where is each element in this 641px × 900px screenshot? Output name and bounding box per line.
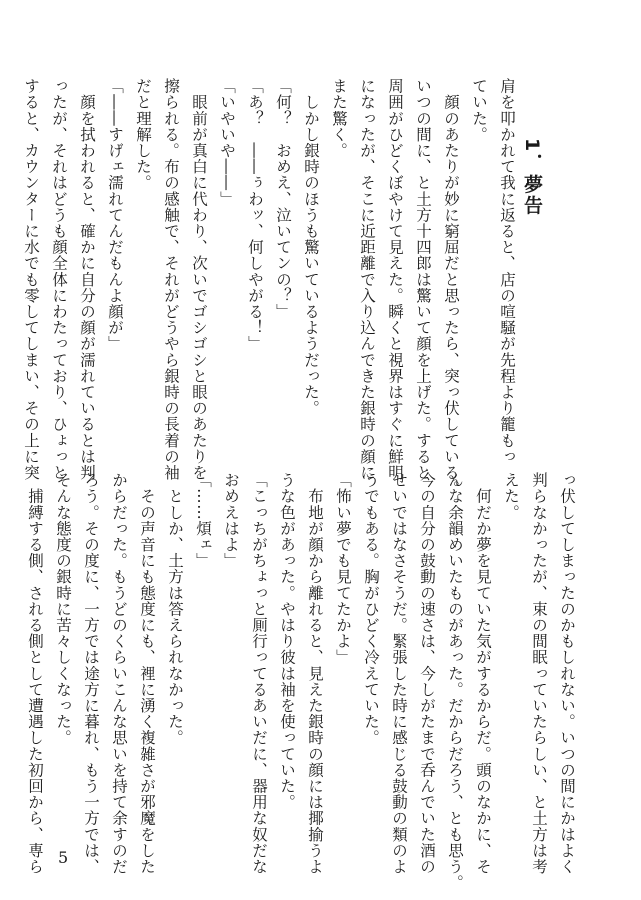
text-line: になったが、そこに近距離で入り込んできた銀時の顔に — [358, 78, 376, 481]
text-block-top — [22, 78, 521, 497]
text-line: えた。 — [502, 472, 520, 521]
text-line: としか、土方は答えられなかった。 — [166, 472, 184, 746]
text-line: 肩を叩かれて我に返ると、店の喧騒が先程より籠もっ — [498, 78, 516, 465]
text-line: 今の自分の鼓動の速さは、今しがたまで呑んでいた酒の — [418, 472, 436, 875]
text-line: ろう。その度に、一方では途方に暮れ、もう一方では、 — [82, 472, 100, 875]
text-line: 顔のあたりが妙に窮屈だと思ったら、突っ伏している。 — [442, 78, 460, 497]
text-line: 何だか夢を見ていた気がするからだ。頭のなかに、そ — [474, 472, 492, 875]
text-line: んな余韻めいたものがあった。だからだろう、とも思う。 — [446, 472, 464, 891]
text-line: 「怖い夢でも見てたかよ」 — [334, 472, 352, 666]
text-line: 布地が顔から離れると、見えた銀時の顔には揶揄うよ — [306, 472, 324, 875]
text-line: 「こっちがちょっと厠行ってるあいだに、器用な奴だな — [250, 472, 268, 875]
text-line: いつの間に、と土方十四郎は驚いて顔を上げた。すると — [414, 78, 432, 481]
text-line: 擦られる。布の感触で、それがどうやら銀時の長着の袖 — [162, 78, 180, 481]
text-line: 周囲がひどくぼやけて見えた。瞬くと視界はすぐに鮮明 — [386, 78, 404, 481]
page-number: 5 — [58, 848, 69, 867]
text-line: 「何？ おめえ、泣いてンの？」 — [274, 78, 292, 320]
chapter-title: 1．夢告 — [521, 138, 543, 217]
text-line: せいではなさそうだ。緊張した時に感じる鼓動の類のよ — [390, 472, 408, 875]
text-line: ったが、それはどうも顔全体にわたっており、ひょっと — [50, 78, 68, 481]
text-line: うでもある。胸がひどく冷えていた。 — [362, 472, 380, 746]
text-line: すると、カウンターに水でも零してしまい、その上に突 — [22, 78, 40, 481]
text-line: そんな態度の銀時に苦々しくなった。 — [54, 472, 72, 746]
text-line: その声音にも態度にも、裡に湧く複雑さが邪魔をした — [138, 472, 156, 875]
text-line: うな色があった。やはり彼は袖を使っていた。 — [278, 472, 296, 811]
text-line: 「いやいや――」 — [218, 78, 236, 207]
text-line: 「――すげェ濡れてんだもんよ顔が」 — [106, 78, 124, 352]
text-line: 顔を拭われると、確かに自分の顔が濡れているとは判 — [78, 78, 96, 481]
text-line: っ伏してしまったのかもしれない。いつの間にかはよく — [558, 472, 576, 875]
text-line: おめえはよ」 — [222, 472, 240, 569]
text-line: 「あ？ ――ぅわッ、何しやがる！」 — [246, 78, 264, 352]
text-line: からだった。もうどのくらいこんな思いを持て余すのだ — [110, 472, 128, 875]
text-line: だと理解した。 — [134, 78, 152, 191]
text-line: しかし銀時のほうも驚いているようだった。 — [302, 78, 320, 417]
text-line: ていた。 — [470, 78, 488, 143]
text-line: 眼前が真白に代わり、次いでゴシゴシと眼のあたりを — [190, 78, 208, 481]
text-line: また驚く。 — [330, 78, 348, 159]
text-line: 判らなかったが、束の間眠っていたらしい、と土方は考 — [530, 472, 548, 875]
text-line: 「……煩ェ」 — [194, 472, 212, 569]
text-line: 捕縛する側、される側として遭遇した初回から、専ら — [26, 472, 44, 875]
text-block-bottom — [26, 472, 581, 891]
